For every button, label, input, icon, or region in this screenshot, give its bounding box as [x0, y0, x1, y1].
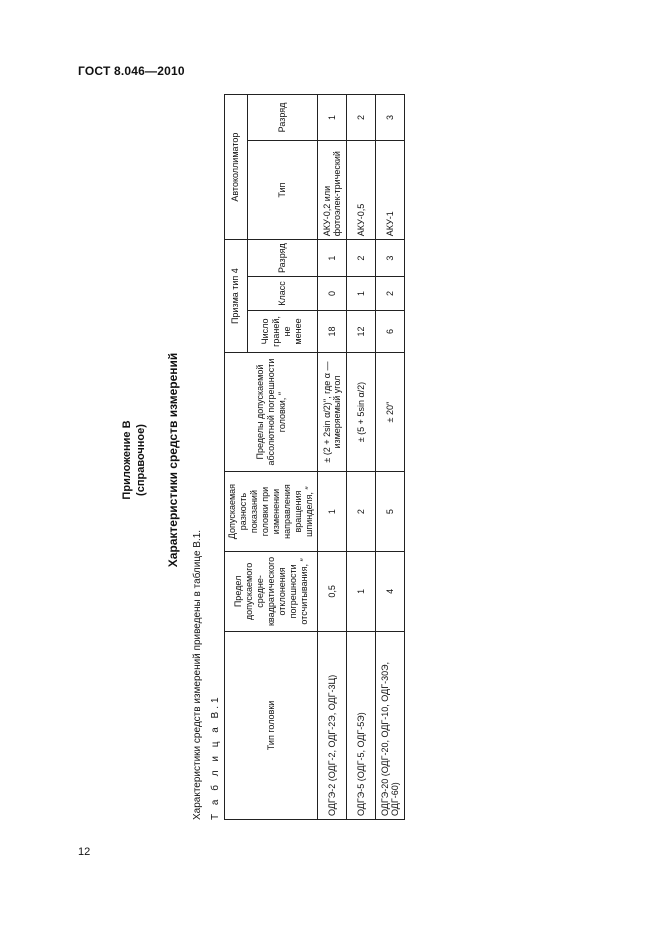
- col-head-prism-faces: Число граней, не менее: [247, 311, 317, 353]
- cell-class: 2: [376, 277, 405, 311]
- cell-rms: 1: [347, 551, 376, 631]
- cell-atype: АКУ-1: [376, 140, 405, 239]
- col-head-abs: Пределы допускаемой абсолютной погрешности головки, ′′: [225, 352, 318, 471]
- cell-atype: АКУ-0,5: [347, 140, 376, 239]
- cell-rms: 0,5: [318, 551, 347, 631]
- characteristics-table: [224, 94, 405, 820]
- intro-text: Характеристики средств измерений приведены в таблице В.1.: [192, 529, 203, 820]
- col-head-autocoll: Автоколлиматор: [225, 95, 248, 240]
- col-head-auto-type: Тип: [247, 140, 317, 239]
- cell-diff: 2: [347, 472, 376, 552]
- table-caption: Т а б л и ц а В.1: [210, 694, 221, 820]
- cell-faces: 12: [347, 311, 376, 353]
- cell-class: 1: [347, 277, 376, 311]
- col-head-prism-grade: Разряд: [247, 240, 317, 277]
- col-head-diff: Допускаемая разность показаний головки при изменении направления вращения шпинделя, ′′: [225, 472, 318, 552]
- cell-pgrade: 3: [376, 240, 405, 277]
- col-head-type: Тип головки: [225, 631, 318, 819]
- table-row: [318, 95, 347, 820]
- appendix-heading: [120, 90, 148, 830]
- cell-atype: АКУ-0,2 или фотоэлек-трический: [318, 140, 347, 239]
- table-row: [347, 95, 376, 820]
- document-header: ГОСТ 8.046—2010: [78, 64, 185, 78]
- cell-abs: ± 20′′: [376, 352, 405, 471]
- cell-abs: ± (5 + 5sin α/2): [347, 352, 376, 471]
- cell-pgrade: 2: [347, 240, 376, 277]
- cell-diff: 5: [376, 472, 405, 552]
- cell-abs: ± (2 + 2sin α/2)′′, где α — измеряемый угол: [318, 352, 347, 471]
- cell-agrade: 1: [318, 95, 347, 141]
- col-head-prism: Призма тип 4: [225, 240, 248, 353]
- cell-type: ОДГЭ-5 (ОДГ-5, ОДГ-5Э): [347, 631, 376, 819]
- cell-faces: 18: [318, 311, 347, 353]
- cell-faces: 6: [376, 311, 405, 353]
- cell-diff: 1: [318, 472, 347, 552]
- cell-type: ОДГЭ-20 (ОДГ-20, ОДГ-10, ОДГ-30Э, ОДГ-60): [376, 631, 405, 819]
- col-head-rms: Предел допускаемого средне-квадратического отклонения погрешности отсчитывания, ′′: [225, 551, 318, 631]
- cell-agrade: 3: [376, 95, 405, 141]
- cell-rms: 4: [376, 551, 405, 631]
- page-number: 12: [78, 846, 91, 858]
- section-title: Характеристики средств измерений: [166, 352, 180, 568]
- cell-pgrade: 1: [318, 240, 347, 277]
- cell-class: 0: [318, 277, 347, 311]
- col-head-auto-grade: Разряд: [247, 95, 317, 141]
- appendix-subtitle: (справочное): [135, 424, 147, 496]
- cell-type: ОДГЭ-2 (ОДГ-2, ОДГ-2Э, ОДГ-3Ц): [318, 631, 347, 819]
- cell-agrade: 2: [347, 95, 376, 141]
- appendix-title: Приложение В: [121, 420, 133, 500]
- table-row: [376, 95, 405, 820]
- col-head-prism-class: Класс: [247, 277, 317, 311]
- rotated-content: [120, 90, 420, 830]
